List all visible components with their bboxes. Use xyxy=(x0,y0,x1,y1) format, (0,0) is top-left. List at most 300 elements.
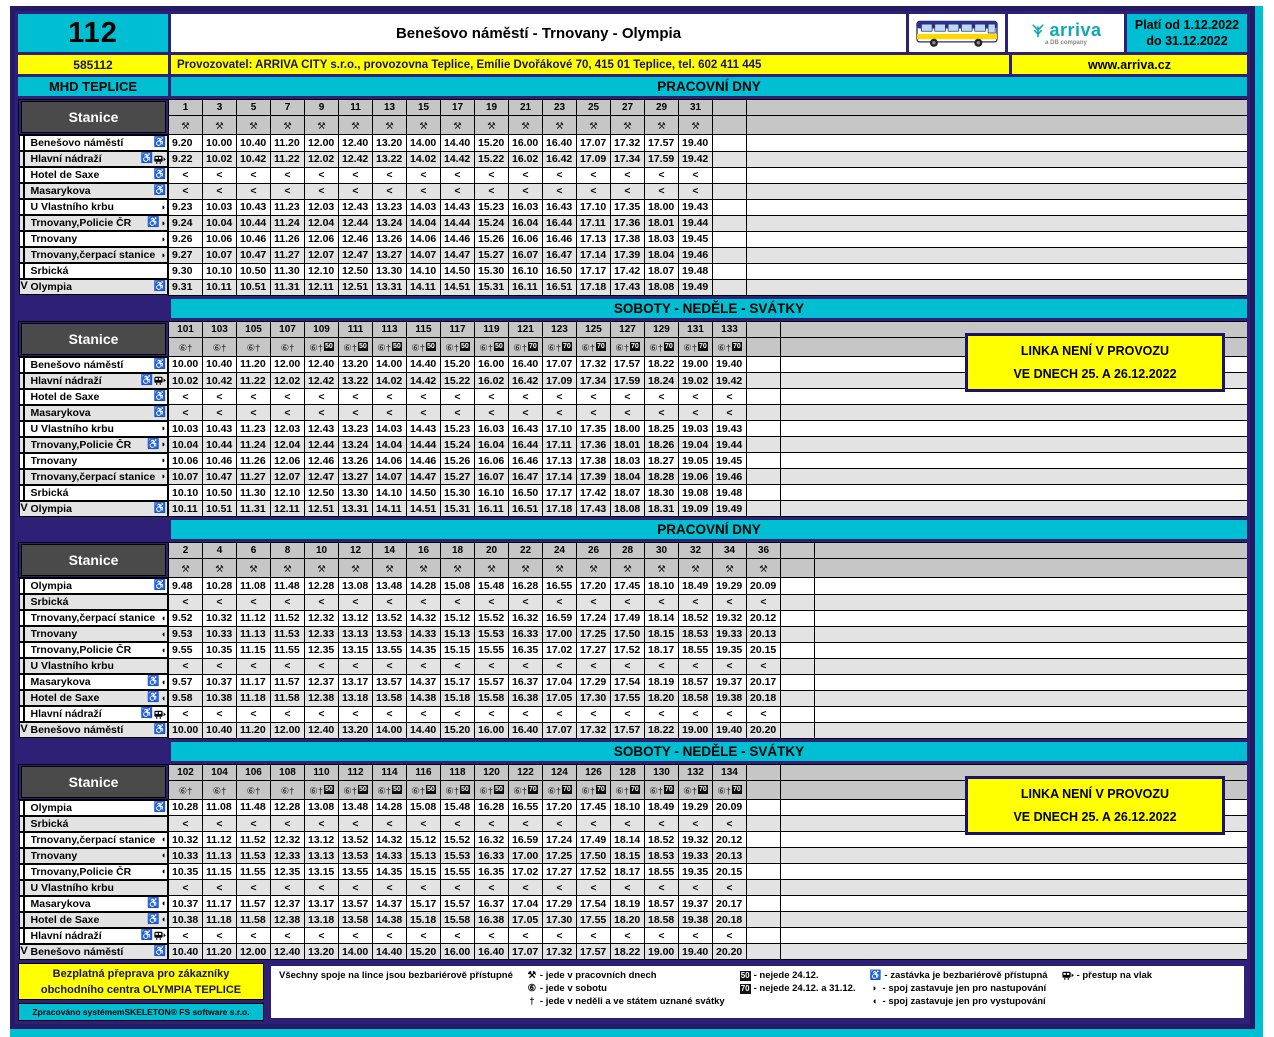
trip-days-symbols xyxy=(543,559,577,578)
restriction-50-icon: 50 xyxy=(427,785,435,793)
time-cell: 15.31 xyxy=(441,501,475,517)
stop-name: Olympia xyxy=(30,281,72,293)
time-cell: 17.42 xyxy=(611,263,645,279)
trip-days-symbols xyxy=(645,337,679,356)
time-cell: 15.24 xyxy=(475,215,509,231)
restriction-50-icon: 50 xyxy=(393,342,401,350)
timetable xyxy=(18,542,1247,739)
time-cell: 10.00 xyxy=(169,722,203,738)
time-cell: 19.44 xyxy=(679,215,713,231)
time-cell: 19.02 xyxy=(679,373,713,389)
empty-column-header xyxy=(713,100,747,116)
restriction-70-icon: 70 xyxy=(699,785,707,793)
time-cell: 17.24 xyxy=(577,610,611,626)
exit-icon: ◖ xyxy=(160,628,166,639)
stop-name: Srbická xyxy=(30,596,69,608)
time-cell: 14.02 xyxy=(373,373,407,389)
stop-name: Masarykova xyxy=(30,676,91,688)
stop-cell xyxy=(19,832,169,848)
stop-cell xyxy=(19,373,169,389)
empty-cell xyxy=(713,183,747,199)
stop-name: Masarykova xyxy=(30,185,91,197)
trip-days-symbols xyxy=(611,780,645,799)
empty-cell xyxy=(747,421,781,437)
stop-icons xyxy=(154,170,167,180)
time-cell: 16.38 xyxy=(475,912,509,928)
time-cell: < xyxy=(237,389,271,405)
train-icon xyxy=(154,931,166,940)
section-band xyxy=(18,742,1247,761)
time-cell: 13.53 xyxy=(339,848,373,864)
stop-name: Hlavní nádraží xyxy=(30,153,102,165)
time-cell: 13.18 xyxy=(339,690,373,706)
time-cell: < xyxy=(237,816,271,832)
trip-days-symbols xyxy=(441,559,475,578)
time-cell: 14.43 xyxy=(441,199,475,215)
trip-number: 131 xyxy=(679,321,713,337)
empty-cell xyxy=(781,722,815,738)
stop-icons xyxy=(161,851,167,860)
time-cell: 18.49 xyxy=(645,799,679,816)
time-cell: < xyxy=(645,706,679,722)
board-icon: ◗ xyxy=(160,217,166,228)
time-cell: 15.53 xyxy=(475,626,509,642)
empty-cell xyxy=(713,215,747,231)
workdays-icon: ⚒ xyxy=(283,564,292,575)
time-cell: < xyxy=(237,658,271,674)
time-cell: 10.40 xyxy=(203,722,237,738)
workdays-icon: ⚒ xyxy=(351,564,360,575)
time-cell: 17.49 xyxy=(577,832,611,848)
time-cell: 19.43 xyxy=(679,199,713,215)
workdays-icon: ⚒ xyxy=(521,564,530,575)
route-line-icon xyxy=(20,184,29,198)
time-cell: < xyxy=(543,167,577,183)
time-cell: 18.58 xyxy=(679,690,713,706)
time-cell: 15.52 xyxy=(475,610,509,626)
time-cell: 20.15 xyxy=(747,642,781,658)
time-cell: < xyxy=(713,880,747,896)
time-cell: 16.40 xyxy=(509,356,543,373)
empty-cell xyxy=(747,373,781,389)
time-cell: 17.25 xyxy=(543,848,577,864)
saturday-sunday-icon: ⑥† xyxy=(280,785,295,797)
time-cell: < xyxy=(713,928,747,944)
wheelchair-icon: ♿ xyxy=(153,801,166,813)
trip-number: 124 xyxy=(543,764,577,780)
workdays-icon: ⚒ xyxy=(317,564,326,575)
time-cell: 14.40 xyxy=(407,722,441,738)
empty-cell xyxy=(747,405,781,421)
time-cell: 11.20 xyxy=(237,722,271,738)
time-cell: 17.13 xyxy=(543,453,577,469)
stop-icons xyxy=(154,581,167,591)
time-cell: 12.50 xyxy=(339,263,373,279)
workdays-icon: ⚒ xyxy=(691,564,700,575)
time-cell: 12.28 xyxy=(271,799,305,816)
time-cell: 15.26 xyxy=(475,231,509,247)
row-filler xyxy=(815,626,1248,642)
time-cell: 15.31 xyxy=(475,279,509,295)
trip-days-symbols xyxy=(373,780,407,799)
time-cell: 17.29 xyxy=(543,896,577,912)
stop-name: Trnovany,čerpací stanice xyxy=(30,833,156,846)
time-cell: < xyxy=(373,405,407,421)
stop-icons xyxy=(147,218,167,228)
trip-days-symbols xyxy=(203,780,237,799)
table-row xyxy=(19,642,1248,658)
time-cell: 11.27 xyxy=(271,247,305,263)
time-cell: < xyxy=(679,928,713,944)
time-cell: < xyxy=(747,658,781,674)
time-cell: 19.38 xyxy=(679,912,713,928)
time-cell: < xyxy=(679,183,713,199)
stop-name: Srbická xyxy=(30,265,69,277)
time-cell: 12.32 xyxy=(305,610,339,626)
time-cell: 9.27 xyxy=(169,247,203,263)
time-cell: 11.18 xyxy=(203,912,237,928)
stop-icons xyxy=(147,677,167,687)
time-cell: 17.05 xyxy=(509,912,543,928)
time-cell: 13.22 xyxy=(373,151,407,167)
time-cell: < xyxy=(339,880,373,896)
route-line-icon xyxy=(20,390,29,404)
table-row xyxy=(19,578,1248,595)
restriction-70-icon: 70 xyxy=(631,342,639,350)
time-cell: 10.10 xyxy=(169,485,203,501)
stop-cell xyxy=(19,642,169,658)
time-cell: 12.38 xyxy=(305,690,339,706)
stop-icons xyxy=(161,835,167,844)
stop-name: Trnovany,Policie ČR xyxy=(30,217,132,229)
time-cell: 12.33 xyxy=(271,848,305,864)
time-cell: 9.52 xyxy=(169,610,203,626)
time-cell: 17.14 xyxy=(543,469,577,485)
time-cell: 13.22 xyxy=(339,373,373,389)
time-cell: 11.52 xyxy=(237,832,271,848)
time-cell: 16.47 xyxy=(543,247,577,263)
time-cell: < xyxy=(271,928,305,944)
time-cell: 11.15 xyxy=(237,642,271,658)
stop-name: Benešovo náměstí xyxy=(30,945,124,958)
time-cell: 14.47 xyxy=(441,247,475,263)
trip-number: 132 xyxy=(679,764,713,780)
time-cell: 9.22 xyxy=(169,151,203,167)
empty-cell xyxy=(747,485,781,501)
time-cell: 17.07 xyxy=(577,135,611,152)
time-cell: 17.34 xyxy=(577,373,611,389)
time-cell: < xyxy=(577,928,611,944)
saturday-sunday-icon: ⑥† xyxy=(717,342,731,354)
stop-name: Trnovany,Policie ČR xyxy=(30,438,132,451)
time-cell: 13.58 xyxy=(339,912,373,928)
empty-cell xyxy=(747,453,781,469)
time-cell: 18.53 xyxy=(645,848,679,864)
time-cell: 10.40 xyxy=(203,356,237,373)
time-cell: 12.37 xyxy=(305,674,339,690)
table-row xyxy=(19,231,1248,247)
table-row xyxy=(19,437,1248,453)
wheelchair-icon: ♿ xyxy=(153,137,166,148)
time-cell: 16.42 xyxy=(509,373,543,389)
time-cell: 10.50 xyxy=(203,485,237,501)
time-cell: 14.51 xyxy=(441,279,475,295)
time-cell: 14.33 xyxy=(407,626,441,642)
time-cell: < xyxy=(475,816,509,832)
trip-days-symbols xyxy=(237,116,271,135)
time-cell: < xyxy=(169,594,203,610)
empty-cell xyxy=(747,944,781,960)
time-cell: 15.58 xyxy=(475,690,509,706)
free-transport-note xyxy=(18,963,264,1000)
time-cell: 15.20 xyxy=(407,944,441,960)
trip-number: 127 xyxy=(611,321,645,337)
board-icon: ◗ xyxy=(160,201,166,212)
time-cell: 14.28 xyxy=(407,578,441,595)
table-row xyxy=(19,199,1248,215)
time-cell: < xyxy=(475,880,509,896)
time-cell: 13.52 xyxy=(373,610,407,626)
legend-symbol xyxy=(739,984,751,994)
table-row xyxy=(19,135,1248,152)
line-number: 112 xyxy=(18,14,168,52)
time-cell: < xyxy=(373,594,407,610)
time-cell: 10.38 xyxy=(203,690,237,706)
time-cell: 11.12 xyxy=(237,610,271,626)
time-cell: 13.31 xyxy=(373,279,407,295)
wheelchair-icon: ♿ xyxy=(153,185,166,196)
time-cell: 20.09 xyxy=(713,799,747,816)
time-cell: 15.52 xyxy=(441,832,475,848)
time-cell: 11.55 xyxy=(271,642,305,658)
time-cell: 15.23 xyxy=(475,199,509,215)
time-cell: 17.04 xyxy=(543,674,577,690)
time-cell: 12.46 xyxy=(339,231,373,247)
time-cell: 12.06 xyxy=(271,453,305,469)
trip-days-symbols xyxy=(475,116,509,135)
train-icon xyxy=(154,155,166,164)
time-cell: 9.26 xyxy=(169,231,203,247)
route-line-icon xyxy=(20,707,29,721)
time-cell: 11.55 xyxy=(237,864,271,880)
row-filler xyxy=(747,183,1248,199)
time-cell: 18.26 xyxy=(645,437,679,453)
time-cell: 14.37 xyxy=(373,896,407,912)
stop-cell xyxy=(19,690,169,706)
stop-name: Hotel de Saxe xyxy=(30,169,100,181)
route-line-icon xyxy=(20,264,29,278)
trip-days-symbols xyxy=(373,559,407,578)
exit-icon: ◖ xyxy=(160,866,166,876)
row-filler xyxy=(781,437,1248,453)
time-cell: 16.40 xyxy=(543,135,577,152)
time-cell: < xyxy=(373,389,407,405)
empty-cell xyxy=(713,151,747,167)
stop-icons xyxy=(154,186,167,196)
time-cell: 14.32 xyxy=(373,832,407,848)
saturday-sunday-icon: ⑥† xyxy=(615,785,629,797)
restriction-70-icon: 70 xyxy=(699,342,707,350)
time-cell: 12.04 xyxy=(305,215,339,231)
time-cell: < xyxy=(611,167,645,183)
time-cell: 18.15 xyxy=(645,626,679,642)
time-cell: 16.51 xyxy=(509,501,543,517)
time-cell: 17.18 xyxy=(577,279,611,295)
stop-cell xyxy=(19,501,169,517)
empty-cell xyxy=(713,167,747,183)
time-cell: < xyxy=(441,706,475,722)
time-cell: 19.37 xyxy=(713,674,747,690)
time-cell: < xyxy=(305,405,339,421)
time-cell: 19.04 xyxy=(679,437,713,453)
time-cell: 11.22 xyxy=(271,151,305,167)
stop-icons xyxy=(161,235,167,244)
time-cell: 18.00 xyxy=(611,421,645,437)
time-cell: 15.12 xyxy=(407,832,441,848)
wheelchair-icon: ♿ xyxy=(147,438,160,450)
time-cell: 15.20 xyxy=(441,722,475,738)
time-cell: < xyxy=(169,816,203,832)
time-cell: 17.35 xyxy=(611,199,645,215)
time-cell: 14.40 xyxy=(373,944,407,960)
time-cell: 11.17 xyxy=(237,674,271,690)
time-cell: 13.55 xyxy=(373,642,407,658)
restriction-70-icon: 70 xyxy=(529,785,537,793)
saturday-sunday-icon: ⑥† xyxy=(280,342,295,354)
time-cell: 19.05 xyxy=(679,453,713,469)
route-line-icon xyxy=(20,881,29,895)
time-cell: 15.55 xyxy=(441,864,475,880)
trip-days-symbols xyxy=(679,780,713,799)
time-cell: < xyxy=(679,880,713,896)
wheelchair-icon: ♿ xyxy=(153,502,166,514)
time-cell: 10.43 xyxy=(237,199,271,215)
wheelchair-icon: ♿ xyxy=(153,406,166,418)
software-credit: Zpracováno systémemSKELETON® FS software s.r.o. xyxy=(18,1003,264,1021)
trip-days-symbols xyxy=(339,337,373,356)
time-cell: < xyxy=(679,816,713,832)
row-filler xyxy=(781,848,1248,864)
time-cell: 15.48 xyxy=(441,799,475,816)
timetable-sections xyxy=(18,99,1247,960)
stop-cell xyxy=(19,578,169,594)
time-cell: 16.42 xyxy=(543,151,577,167)
empty-cell xyxy=(747,501,781,517)
time-cell: 14.04 xyxy=(407,215,441,231)
time-cell: 15.22 xyxy=(475,151,509,167)
time-cell: 14.33 xyxy=(373,848,407,864)
trip-number: 122 xyxy=(509,764,543,780)
time-cell: < xyxy=(169,880,203,896)
trip-days-symbols xyxy=(271,780,305,799)
time-cell: 18.27 xyxy=(645,453,679,469)
workdays-icon: ⚒ xyxy=(419,121,428,132)
time-cell: 14.32 xyxy=(407,610,441,626)
stop-name: Benešovo náměstí xyxy=(30,724,124,736)
time-cell: 14.03 xyxy=(407,199,441,215)
legend-text: - přestup na vlak xyxy=(1076,970,1153,981)
table-row xyxy=(19,405,1248,421)
time-cell: 13.57 xyxy=(339,896,373,912)
time-cell: < xyxy=(543,594,577,610)
legend-item xyxy=(870,970,1048,981)
trip-number: 26 xyxy=(577,543,611,559)
stop-cell xyxy=(19,722,169,738)
train-icon xyxy=(154,710,166,719)
time-cell: 16.11 xyxy=(509,279,543,295)
route-line-icon xyxy=(20,422,29,436)
terminus-arrow-icon: V xyxy=(20,501,28,514)
stop-cell xyxy=(19,215,169,231)
time-cell: 10.51 xyxy=(203,501,237,517)
time-cell: 14.37 xyxy=(407,674,441,690)
time-cell: < xyxy=(611,658,645,674)
time-cell: 12.10 xyxy=(305,263,339,279)
trip-number: 21 xyxy=(509,100,543,116)
time-cell: < xyxy=(611,880,645,896)
trip-days-symbols xyxy=(203,337,237,356)
time-cell: 15.17 xyxy=(441,674,475,690)
time-cell: 11.17 xyxy=(203,896,237,912)
time-cell: 13.20 xyxy=(339,722,373,738)
time-cell: 14.00 xyxy=(373,356,407,373)
time-cell: 12.35 xyxy=(271,864,305,880)
time-cell: 17.50 xyxy=(577,848,611,864)
section-band xyxy=(18,299,1247,318)
legend-text: - zastávka je bezbariérově přístupná xyxy=(884,970,1048,981)
time-cell: 9.48 xyxy=(169,578,203,595)
time-cell: 12.44 xyxy=(339,215,373,231)
time-cell: < xyxy=(441,880,475,896)
row-filler xyxy=(747,151,1248,167)
time-cell: 16.04 xyxy=(475,437,509,453)
restriction-70-icon: 70 xyxy=(597,342,605,350)
wheelchair-icon: ♿ xyxy=(140,708,153,719)
time-cell: 13.58 xyxy=(373,690,407,706)
time-cell: < xyxy=(339,658,373,674)
time-cell: < xyxy=(441,928,475,944)
time-cell: 16.07 xyxy=(509,247,543,263)
time-cell: 13.13 xyxy=(305,848,339,864)
exit-icon: ◖ xyxy=(160,914,166,924)
time-cell: < xyxy=(713,405,747,421)
timetable-section xyxy=(18,542,1247,739)
time-cell: 17.55 xyxy=(577,912,611,928)
time-cell: < xyxy=(169,928,203,944)
time-cell: 17.38 xyxy=(577,453,611,469)
time-cell: 12.10 xyxy=(271,485,305,501)
workdays-icon: ⚒ xyxy=(487,564,496,575)
time-cell: 14.38 xyxy=(407,690,441,706)
time-cell: 18.08 xyxy=(645,279,679,295)
time-cell: 15.12 xyxy=(441,610,475,626)
stop-icons xyxy=(161,424,167,433)
trip-number: 109 xyxy=(305,321,339,337)
time-cell: 16.50 xyxy=(543,263,577,279)
time-cell: < xyxy=(271,880,305,896)
time-cell: 16.00 xyxy=(441,944,475,960)
table-row xyxy=(19,247,1248,263)
workdays-icon: ⚒ xyxy=(657,564,666,575)
time-cell: 15.18 xyxy=(407,912,441,928)
time-cell: < xyxy=(543,658,577,674)
time-cell: 17.10 xyxy=(577,199,611,215)
trip-number: 3 xyxy=(203,100,237,116)
trip-days-symbols xyxy=(509,116,543,135)
time-cell: < xyxy=(237,167,271,183)
saturday-sunday-icon: ⑥† xyxy=(513,342,527,354)
time-cell: 13.24 xyxy=(373,215,407,231)
